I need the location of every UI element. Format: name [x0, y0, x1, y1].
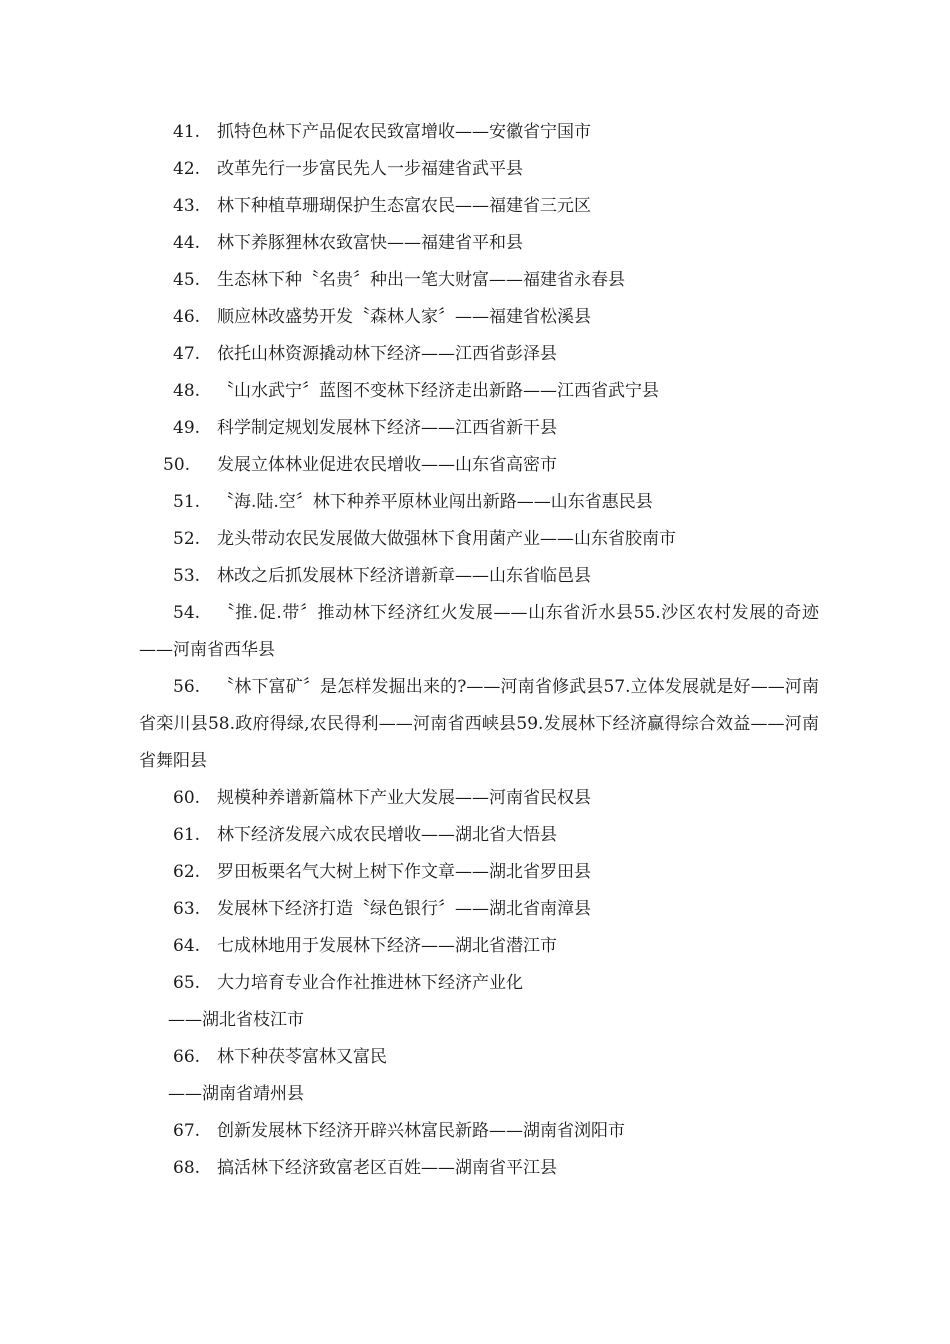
item-text: 搞活林下经济致富老区百姓——湖南省平江县	[217, 1158, 557, 1178]
list-item	[139, 1150, 819, 1187]
item-text: 林下经济发展六成农民增收——湖北省大悟县	[217, 825, 557, 845]
item-text: 龙头带动农民发展做大做强林下食用菌产业——山东省胶南市	[217, 529, 676, 549]
list-item	[139, 484, 819, 521]
item-number: 68.	[173, 1158, 201, 1178]
list-item	[139, 595, 819, 669]
item-text: 罗田板栗名气大树上树下作文章——湖北省罗田县	[217, 862, 591, 882]
item-number: 56.	[173, 677, 201, 697]
list-item	[139, 151, 819, 188]
list-item-continuation	[139, 1002, 819, 1039]
item-text: 林下种植草珊瑚保护生态富农民——福建省三元区	[217, 196, 591, 216]
item-text: 顺应林改盛势开发〝森林人家〞——福建省松溪县	[217, 307, 591, 327]
item-number: 65.	[173, 973, 201, 993]
list-item	[139, 558, 819, 595]
item-text: 创新发展林下经济开辟兴林富民新路——湖南省浏阳市	[217, 1121, 625, 1141]
list-item	[139, 410, 819, 447]
item-number: 50.	[163, 455, 191, 475]
item-text: 发展立体林业促进农民增收——山东省高密市	[217, 455, 557, 475]
item-number: 52.	[173, 529, 201, 549]
item-number: 46.	[173, 307, 201, 327]
item-text: 〝山水武宁〞蓝图不变林下经济走出新路——江西省武宁县	[217, 381, 659, 401]
item-number: 66.	[173, 1047, 201, 1067]
item-number: 61.	[173, 825, 201, 845]
list-item	[139, 373, 819, 410]
item-text: 抓特色林下产品促农民致富增收——安徽省宁国市	[217, 122, 591, 142]
list-item-continuation	[139, 1076, 819, 1113]
item-text: 林改之后抓发展林下经济谱新章——山东省临邑县	[217, 566, 591, 586]
item-number: 60.	[173, 788, 201, 808]
list-item	[139, 817, 819, 854]
item-number: 47.	[173, 344, 201, 364]
entry-list	[139, 114, 819, 1187]
item-text: 〝海.陆.空〞林下种养平原林业闯出新路——山东省惠民县	[217, 492, 653, 512]
item-number: 43.	[173, 196, 201, 216]
item-text: 生态林下种〝名贵〞种出一笔大财富——福建省永春县	[217, 270, 625, 290]
item-number: 51.	[173, 492, 201, 512]
list-item	[139, 262, 819, 299]
item-text: 改革先行一步富民先人一步福建省武平县	[217, 159, 523, 179]
item-text: 规模种养谱新篇林下产业大发展——河南省民权县	[217, 788, 591, 808]
item-number: 62.	[173, 862, 201, 882]
item-text: 七成林地用于发展林下经济——湖北省潜江市	[217, 936, 557, 956]
item-text: 科学制定规划发展林下经济——江西省新干县	[217, 418, 557, 438]
list-item	[139, 669, 819, 780]
item-number: 54.	[173, 603, 201, 623]
item-text: 发展林下经济打造〝绿色银行〞——湖北省南漳县	[217, 899, 591, 919]
item-text: 林下种茯苓富林又富民	[217, 1047, 387, 1067]
item-number: 44.	[173, 233, 201, 253]
list-item	[139, 299, 819, 336]
item-number: 67.	[173, 1121, 201, 1141]
list-item	[139, 780, 819, 817]
list-item	[139, 928, 819, 965]
list-item	[139, 891, 819, 928]
list-item	[139, 188, 819, 225]
list-item	[139, 521, 819, 558]
item-number: 42.	[173, 159, 201, 179]
item-text: ——湖南省靖州县	[168, 1084, 304, 1104]
item-number: 49.	[173, 418, 201, 438]
item-number: 53.	[173, 566, 201, 586]
item-number: 48.	[173, 381, 201, 401]
list-item	[139, 854, 819, 891]
list-item	[139, 336, 819, 373]
item-text: ——湖北省枝江市	[168, 1010, 304, 1030]
item-text: 林下养豚狸林农致富快——福建省平和县	[217, 233, 523, 253]
list-item	[139, 965, 819, 1002]
item-number: 41.	[173, 122, 201, 142]
list-item	[139, 1039, 819, 1076]
item-text: 大力培育专业合作社推进林下经济产业化	[217, 973, 523, 993]
list-item	[139, 1113, 819, 1150]
list-item	[139, 447, 819, 484]
item-number: 64.	[173, 936, 201, 956]
list-item	[139, 114, 819, 151]
item-text: 依托山林资源撬动林下经济——江西省彭泽县	[217, 344, 557, 364]
item-number: 63.	[173, 899, 201, 919]
item-number: 45.	[173, 270, 201, 290]
list-item	[139, 225, 819, 262]
item-text: 〝推.促.带〞推动林下经济红火发展——山东省沂水县55.沙区农村发展的奇迹——河南省西华县	[139, 603, 819, 660]
item-text: 〝林下富矿〞是怎样发掘出来的?——河南省修武县57.立体发展就是好——河南省栾川县58.政府得绿,农民得利——河南省西峡县59.发展林下经济赢得综合效益——河南省舞阳县	[139, 677, 819, 771]
